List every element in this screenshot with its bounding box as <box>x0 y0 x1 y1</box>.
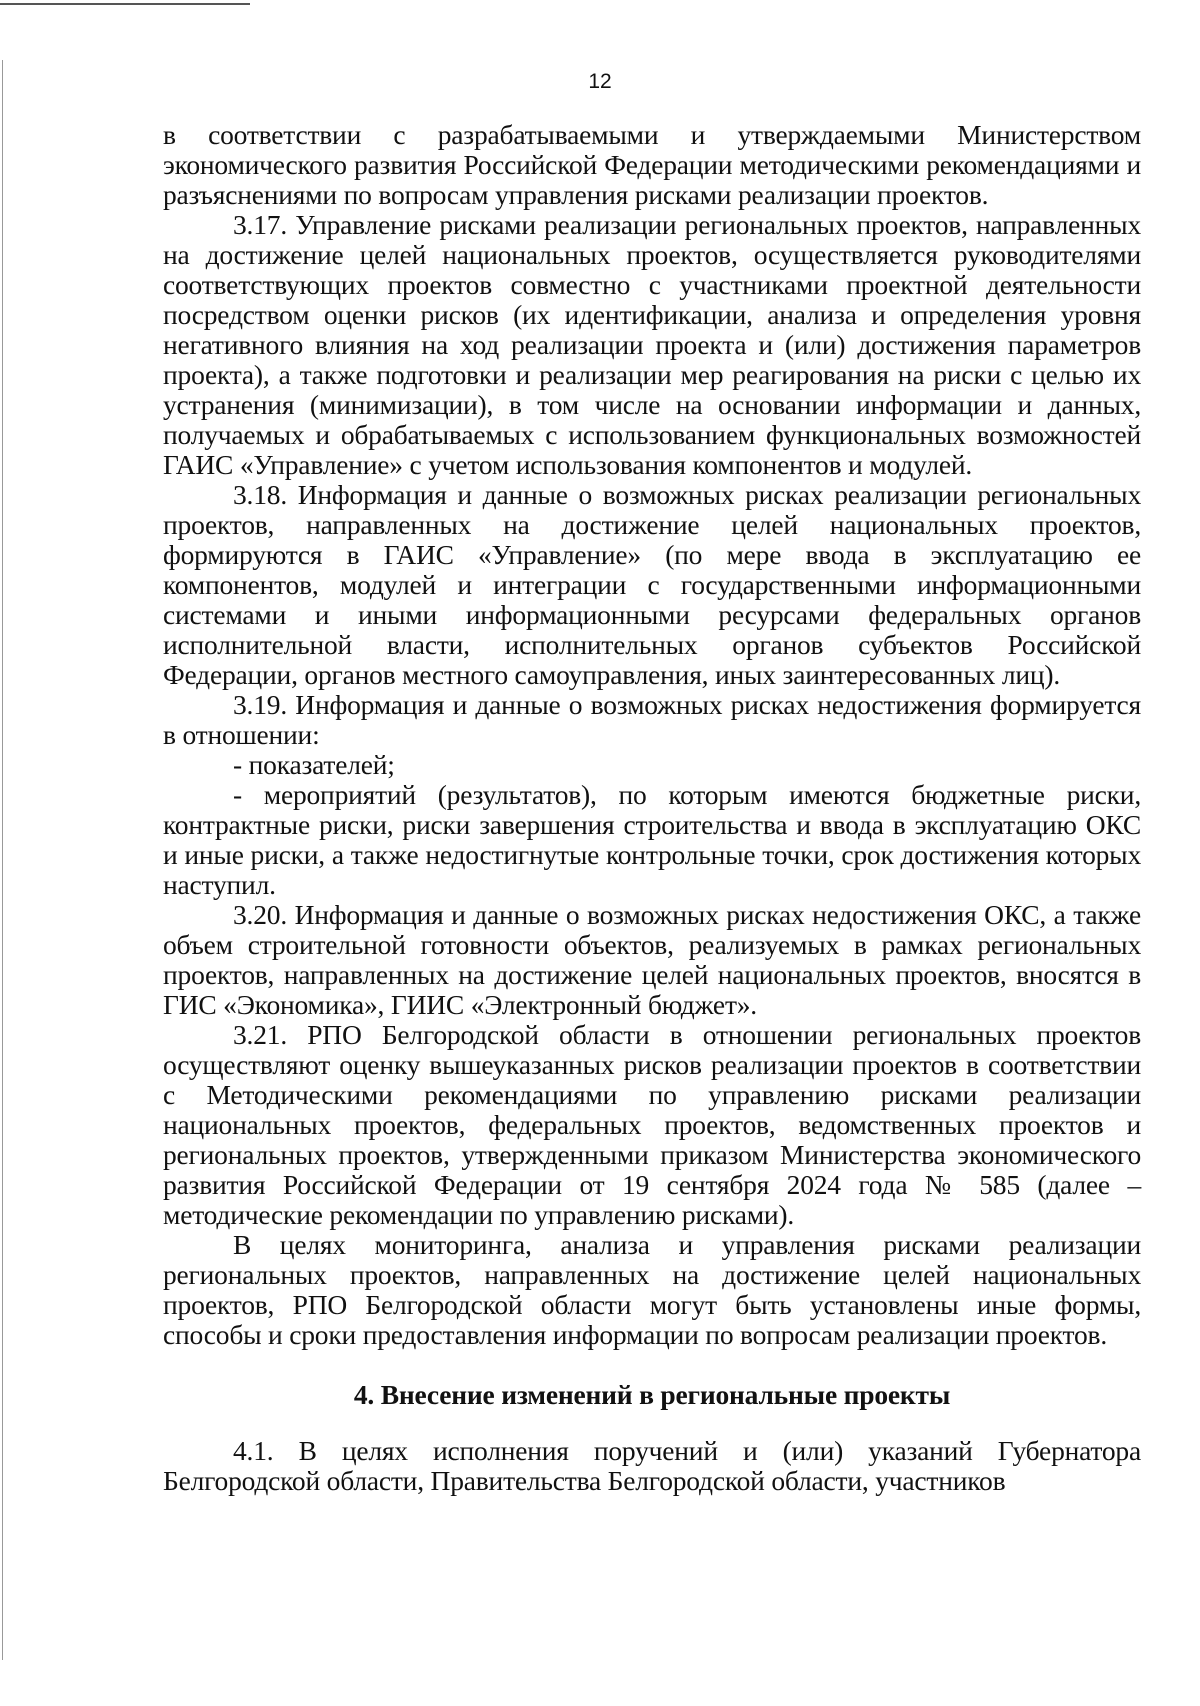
document-body <box>163 120 1141 1496</box>
paragraph-monitoring: В целях мониторинга, анализа и управления рисками реализации региональных проектов, направленных на достижение целей национальных проектов, РПО Белгородской области могут быть установлены иные формы, способы и сроки предоставления информации по вопросам реализации проектов. <box>163 1229 1141 1350</box>
scan-edge-top <box>0 3 250 5</box>
scan-edge-left <box>2 60 3 1660</box>
paragraph-3-20: 3.20. Информация и данные о возможных рисках недостижения ОКС, а также объем строительной готовности объектов, реализуемых в рамках региональных проектов, направленных на достижение целей национальных проектов, вносятся в ГИС «Экономика», ГИИС «Электронный бюджет». <box>163 899 1141 1020</box>
paragraph-4-1: 4.1. В целях исполнения поручений и (или) указаний Губернатора Белгородской области, Правительства Белгородской области, участников <box>163 1435 1141 1496</box>
section-4-heading: 4. Внесение изменений в региональные проекты <box>353 1379 951 1410</box>
paragraph-3-18: 3.18. Информация и данные о возможных рисках реализации региональных проектов, направленных на достижение целей национальных проектов, формируются в ГАИС «Управление» (по мере ввода в эксплуатацию ее компонентов, модулей и интеграции с государственными информационными системами и иными информационными ресурсами федеральных органов исполнительной власти, исполнительных органов субъектов Российской Федерации, органов местного самоуправления, иных заинтересованных лиц). <box>163 479 1141 690</box>
paragraph-3-19: 3.19. Информация и данные о возможных рисках недостижения формируется в отношении: <box>163 689 1141 750</box>
paragraph-3-21: 3.21. РПО Белгородской области в отношении региональных проектов осуществляют оценку вышеуказанных рисков реализации проектов в соответствии с Методическими рекомендациями по управлению рисками реализации национальных проектов, федеральных проектов, ведомственных проектов и региональных проектов, утвержденными приказом Министерства экономического развития Российской Федерации от 19 сентября 2024 года № 585 (далее – методические рекомендации по управлению рисками). <box>163 1019 1141 1230</box>
page-number: 12 <box>588 70 612 93</box>
list-item-activities: - мероприятий (результатов), по которым имеются бюджетные риски, контрактные риски, риски завершения строительства и ввода в эксплуатацию ОКС и иные риски, а также недостигнутые контрольные точки, срок достижения которых наступил. <box>163 779 1141 900</box>
paragraph-continuation: в соответствии с разрабатываемыми и утверждаемыми Министерством экономического развития Российской Федерации методическими рекомендациями и разъяснениями по вопросам управления рисками реализации проектов. <box>163 119 1141 210</box>
list-item-indicators: - показателей; <box>233 749 395 780</box>
paragraph-3-17: 3.17. Управление рисками реализации региональных проектов, направленных на достижение целей национальных проектов, осуществляется руководителями соответствующих проектов совместно с участниками проектной деятельности посредством оценки рисков (их идентификации, анализа и определения уровня негативного влияния на ход реализации проекта и (или) достижения параметров проекта), а также подготовки и реализации мер реагирования на риски с целью их устранения (минимизации), в том числе на основании информации и данных, получаемых и обрабатываемых с использованием функциональных возможностей ГАИС «Управление» с учетом использования компонентов и модулей. <box>163 209 1141 480</box>
